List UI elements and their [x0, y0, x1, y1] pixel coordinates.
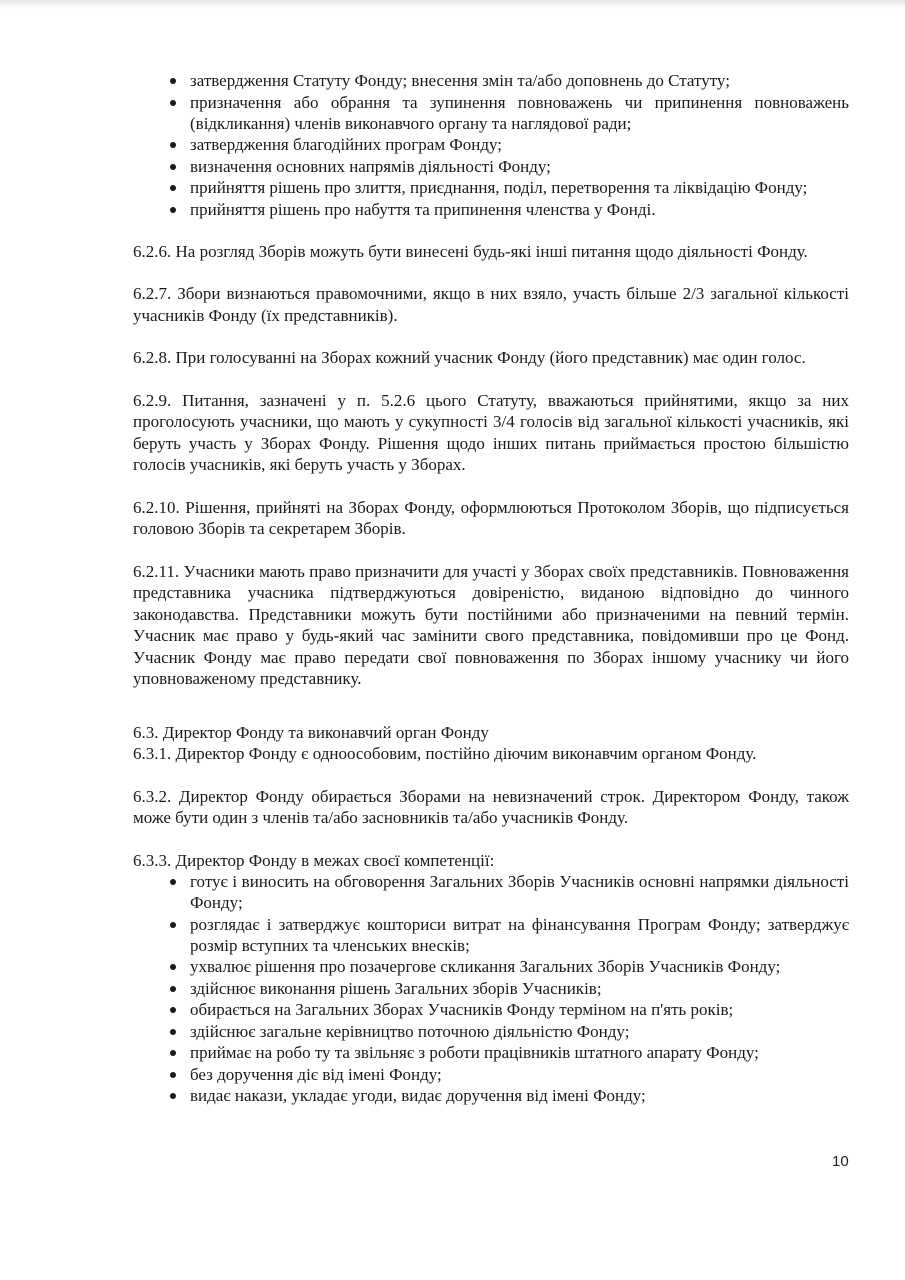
paragraph-6-2-7: 6.2.7. Збори визнаються правомочними, якщо в них взяло, участь більше 2/3 загальної кількості учасників Фонду (їх представників). — [133, 284, 849, 325]
section-heading-6-3: 6.3. Директор Фонду та виконавчий орган Фонду — [133, 722, 489, 742]
list-item: без доручення діє від імені Фонду; — [133, 1064, 849, 1085]
list-item: готує і виносить на обговорення Загальних Зборів Учасників основні напрямки діяльності Фонду; — [133, 871, 849, 913]
scan-edge — [0, 0, 905, 9]
paragraph-6-3-3: 6.3.3. Директор Фонду в межах своєї компетенції: — [133, 850, 495, 870]
paragraph-6-2-10: 6.2.10. Рішення, прийняті на Зборах Фонду, оформлюються Протоколом Зборів, що підписується головою Зборів та секретарем Зборів. — [133, 497, 849, 538]
list-item: затвердження Статуту Фонду; внесення змін та/або доповнень до Статуту; — [133, 70, 849, 91]
list-item: видає накази, укладає угоди, видає доручення від імені Фонду; — [133, 1085, 849, 1106]
list-item: здійснює загальне керівництво поточною діяльністю Фонду; — [133, 1021, 849, 1042]
list-item: призначення або обрання та зупинення повноважень чи припинення повноважень (відкликання) членів виконавчого органу та наглядової ради; — [133, 92, 849, 134]
list-item: обирається на Загальних Зборах Учасників Фонду терміном на п'ять років; — [133, 999, 849, 1020]
paragraph-6-2-8: 6.2.8. При голосуванні на Зборах кожний учасник Фонду (його представник) має один голос. — [133, 348, 806, 367]
list-item: ухвалює рішення про позачергове скликання Загальних Зборів Учасників Фонду; — [133, 956, 849, 977]
powers-list — [133, 70, 849, 220]
paragraph-6-3-1: 6.3.1. Директор Фонду є одноособовим, постійно діючим виконавчим органом Фонду. — [133, 744, 757, 763]
list-item: розглядає і затверджує кошториси витрат на фінансування Програм Фонду; затверджує розмір вступних та членських внесків; — [133, 914, 849, 956]
paragraph-6-3-2: 6.3.2. Директор Фонду обирається Зборами на невизначений строк. Директором Фонду, також може бути один з членів та/або засновників та/або учасників Фонду. — [133, 786, 849, 827]
list-item: прийняття рішень про злиття, приєднання, поділ, перетворення та ліквідацію Фонду; — [133, 177, 849, 198]
list-item: затвердження благодійних програм Фонду; — [133, 134, 849, 155]
page-number: 10 — [832, 1153, 849, 1170]
paragraph-6-2-11: 6.2.11. Учасники мають право призначити для участі у Зборах своїх представників. Повноваження представника учасника підтверджуються довіреністю, виданою відповідно до чинного законодавства. Представники можуть бути постійними або призначеними на певний термін. Учасник має право у будь-який час замінити свого представника, повідомивши про це Фонд. Учасник Фонду має право передати свої повноваження по Зборах іншому учаснику чи його уповноваженому представнику. — [133, 561, 849, 688]
director-duties-list — [133, 871, 849, 1106]
list-item: прийняття рішень про набуття та припинення членства у Фонді. — [133, 199, 849, 220]
paragraph-6-2-6: 6.2.6. На розгляд Зборів можуть бути винесені будь-які інші питання щодо діяльності Фонду. — [133, 241, 808, 261]
document-page — [133, 70, 849, 1107]
list-item: визначення основних напрямів діяльності Фонду; — [133, 156, 849, 177]
list-item: приймає на робо ту та звільняє з роботи працівників штатного апарату Фонду; — [133, 1042, 849, 1063]
paragraph-6-2-9: 6.2.9. Питання, зазначені у п. 5.2.6 цього Статуту, вважаються прийнятими, якщо за них проголосують учасники, що мають у сукупності 3/4 голосів від загальної кількості учасників, які беруть участь у Зборах Фонду. Рішення щодо інших питань приймається простою більшістю голосів учасників, які беруть участь у Зборах. — [133, 390, 849, 474]
list-item: здійснює виконання рішень Загальних зборів Учасників; — [133, 978, 849, 999]
